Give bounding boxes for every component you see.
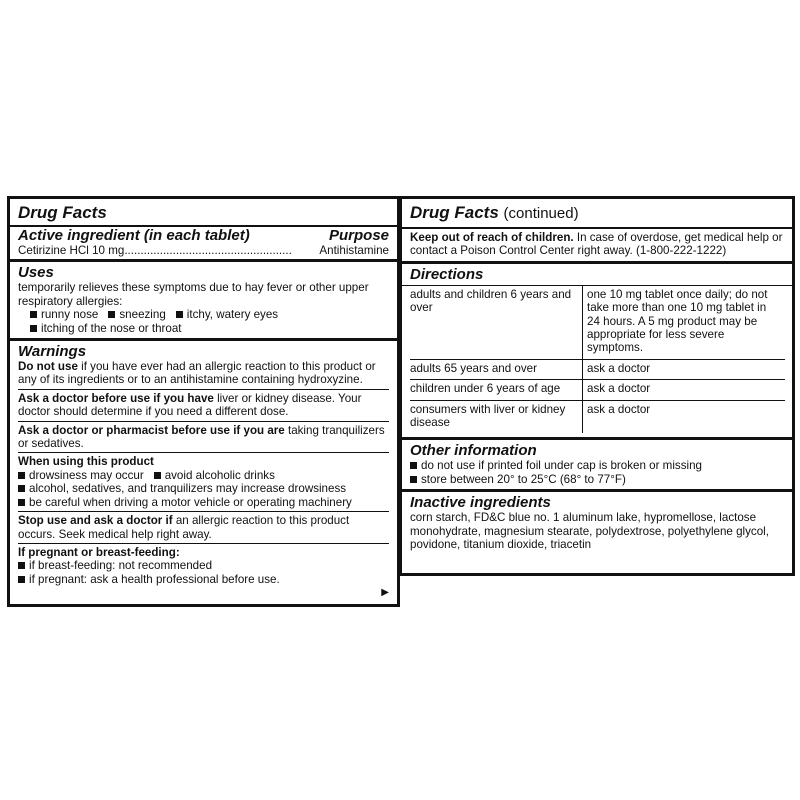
drug-facts-title: Drug Facts <box>18 203 107 222</box>
list-item: be careful when driving a motor vehicle or operating machinery <box>18 496 352 509</box>
continued-label: (continued) <box>503 205 579 222</box>
purpose-header: Purpose <box>328 227 389 244</box>
list-item: runny nose <box>30 308 98 321</box>
bullet-square-icon <box>18 485 25 492</box>
divider <box>18 421 389 422</box>
continue-arrow-icon: ▶ <box>381 587 389 598</box>
do-not-use-paragraph: Do not use if you have ever had an allergic reaction to this product or any of its ingredients or to an antihistamine containing hydroxyzine. <box>18 360 376 387</box>
pregnancy-header: If pregnant or breast-feeding: <box>18 545 180 559</box>
active-ingredient-header: Active ingredient (in each tablet) <box>18 227 250 244</box>
list-item: sneezing <box>108 308 165 321</box>
when-using-header: When using this product <box>18 455 154 469</box>
bullet-square-icon <box>18 499 25 506</box>
active-ingredient-purpose: Antihistamine <box>319 244 389 257</box>
pregnancy-bullets <box>18 559 389 586</box>
divider <box>18 389 389 390</box>
bullet-square-icon <box>18 562 25 569</box>
bullet-square-icon <box>410 476 417 483</box>
list-item: avoid alcoholic drinks <box>154 469 275 482</box>
active-ingredient-name: Cetirizine HCl 10 mg <box>18 244 125 257</box>
divider <box>10 338 397 341</box>
uses-bullets <box>18 308 389 335</box>
divider <box>18 452 389 453</box>
directions-header: Directions <box>410 265 484 283</box>
directions-what: ask a doctor <box>583 359 786 379</box>
inactive-ingredients-header: Inactive ingredients <box>410 494 551 512</box>
directions-what: one 10 mg tablet once daily; do not take more than one 10 mg tablet in 24 hours. A 5 mg product may be appropriate for less severe symptoms. <box>587 287 768 355</box>
bullet-square-icon <box>30 311 37 318</box>
leader-dots: .................................................... <box>124 244 292 257</box>
table-row <box>410 400 785 433</box>
divider <box>402 261 792 264</box>
list-item: itchy, watery eyes <box>176 308 278 321</box>
divider <box>402 489 792 492</box>
keep-out-of-reach-paragraph: Keep out of reach of children. In case of overdose, get medical help or contact a Poison Control Center right away. (1-800-222-1222) <box>410 231 783 258</box>
drug-facts-left-panel <box>7 196 400 607</box>
list-item: if pregnant: ask a health professional before use. <box>18 573 280 586</box>
other-information-header: Other information <box>410 442 537 460</box>
bullet-square-icon <box>18 472 25 479</box>
when-using-bullets <box>18 469 389 509</box>
ask-doctor-paragraph: Ask a doctor before use if you have liver or kidney disease. Your doctor should determine if you need a different dose. <box>18 391 362 419</box>
stop-use-paragraph: Stop use and ask a doctor if an allergic reaction to this product occurs. Seek medical help right away. <box>18 514 350 541</box>
drug-facts-continued-title: Drug Facts (continued) <box>410 203 579 222</box>
directions-table <box>410 286 785 434</box>
inactive-ingredients-text: corn starch, FD&C blue no. 1 aluminum lake, hypromellose, lactose monohydrate, magnesium stearate, polydextrose, polyethylene glycol, povidone, titanium dioxide, triacetin <box>410 511 769 552</box>
bullet-square-icon <box>410 462 417 469</box>
directions-who: adults 65 years and over <box>410 359 583 379</box>
drug-facts-right-panel <box>400 196 795 576</box>
other-information-bullets <box>410 459 784 486</box>
divider <box>10 259 397 262</box>
uses-text: temporarily relieves these symptoms due to hay fever or other upper respiratory allergies: <box>18 281 369 308</box>
uses-header: Uses <box>18 264 54 282</box>
table-row <box>410 286 785 360</box>
divider <box>18 543 389 544</box>
divider <box>18 511 389 512</box>
directions-who: adults and children 6 years and over <box>410 286 583 360</box>
list-item: if breast-feeding: not recommended <box>18 559 212 572</box>
list-item: drowsiness may occur <box>18 469 144 482</box>
list-item: do not use if printed foil under cap is broken or missing <box>410 459 702 472</box>
bullet-square-icon <box>108 311 115 318</box>
list-item: itching of the nose or throat <box>30 322 182 335</box>
table-row <box>410 359 785 379</box>
divider <box>402 227 792 229</box>
list-item: alcohol, sedatives, and tranquilizers may increase drowsiness <box>18 482 346 495</box>
directions-what: ask a doctor <box>583 380 786 400</box>
ask-pharmacist-paragraph: Ask a doctor or pharmacist before use if you are taking tranquilizers or sedatives. <box>18 423 385 451</box>
directions-what: ask a doctor <box>583 400 786 433</box>
active-ingredient-row <box>18 244 389 257</box>
warnings-header: Warnings <box>18 343 87 361</box>
bullet-square-icon <box>154 472 161 479</box>
bullet-square-icon <box>30 325 37 332</box>
active-ingredient-header-row <box>18 227 389 244</box>
bullet-square-icon <box>18 576 25 583</box>
table-row <box>410 380 785 400</box>
bullet-square-icon <box>176 311 183 318</box>
list-item: store between 20° to 25°C (68° to 77°F) <box>410 473 626 486</box>
divider <box>402 437 792 440</box>
directions-who: children under 6 years of age <box>410 380 583 400</box>
directions-who: consumers with liver or kidney disease <box>410 400 583 433</box>
